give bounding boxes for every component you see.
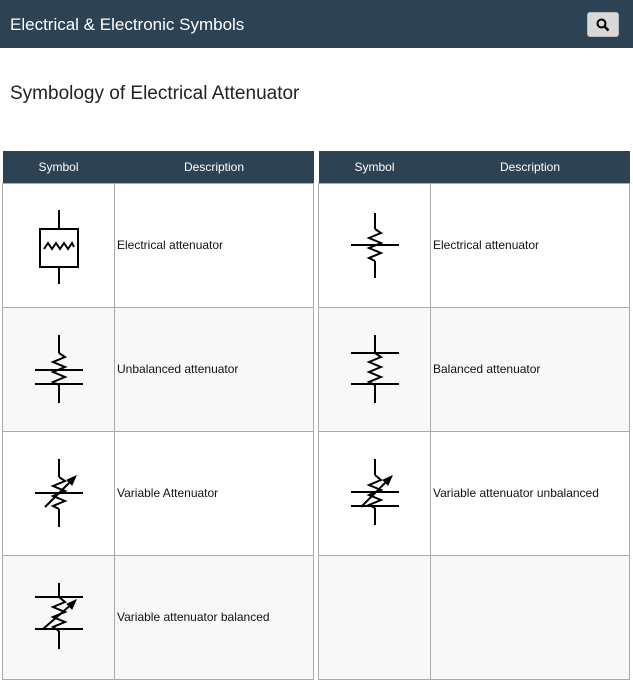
header-symbol: Symbol bbox=[3, 151, 115, 183]
header-description: Description bbox=[115, 151, 314, 183]
variable-attenuator-symbol bbox=[29, 453, 89, 533]
search-button[interactable] bbox=[587, 12, 619, 37]
header-description: Description bbox=[431, 151, 630, 183]
header-symbol: Symbol bbox=[319, 151, 431, 183]
description bbox=[431, 555, 630, 679]
variable-attenuator-balanced-symbol bbox=[29, 577, 89, 657]
table-row bbox=[3, 183, 314, 307]
search-icon bbox=[596, 18, 610, 32]
empty-cell bbox=[319, 555, 431, 679]
table-row bbox=[319, 183, 630, 307]
description: Variable attenuator unbalanced bbox=[431, 431, 630, 555]
unbalanced-attenuator-symbol bbox=[29, 329, 89, 409]
table-row bbox=[3, 555, 314, 679]
app-title: Electrical & Electronic Symbols bbox=[10, 15, 245, 34]
description: Variable Attenuator bbox=[115, 431, 314, 555]
top-bar bbox=[0, 0, 633, 48]
variable-attenuator-unbalanced-symbol bbox=[345, 453, 405, 533]
balanced-attenuator-symbol bbox=[345, 329, 405, 409]
electrical-attenuator-symbol bbox=[345, 205, 405, 285]
symbol-table-left bbox=[2, 151, 314, 680]
table-row bbox=[3, 307, 314, 431]
table-row bbox=[319, 431, 630, 555]
electrical-attenuator-box-symbol bbox=[29, 205, 89, 285]
description: Electrical attenuator bbox=[115, 183, 314, 307]
symbol-table-right bbox=[318, 151, 630, 680]
table-row bbox=[319, 555, 630, 679]
page-title: Symbology of Electrical Attenuator bbox=[10, 83, 300, 104]
description: Balanced attenuator bbox=[431, 307, 630, 431]
description: Unbalanced attenuator bbox=[115, 307, 314, 431]
table-row bbox=[319, 307, 630, 431]
table-row bbox=[3, 431, 314, 555]
description: Electrical attenuator bbox=[431, 183, 630, 307]
description: Variable attenuator balanced bbox=[115, 555, 314, 679]
